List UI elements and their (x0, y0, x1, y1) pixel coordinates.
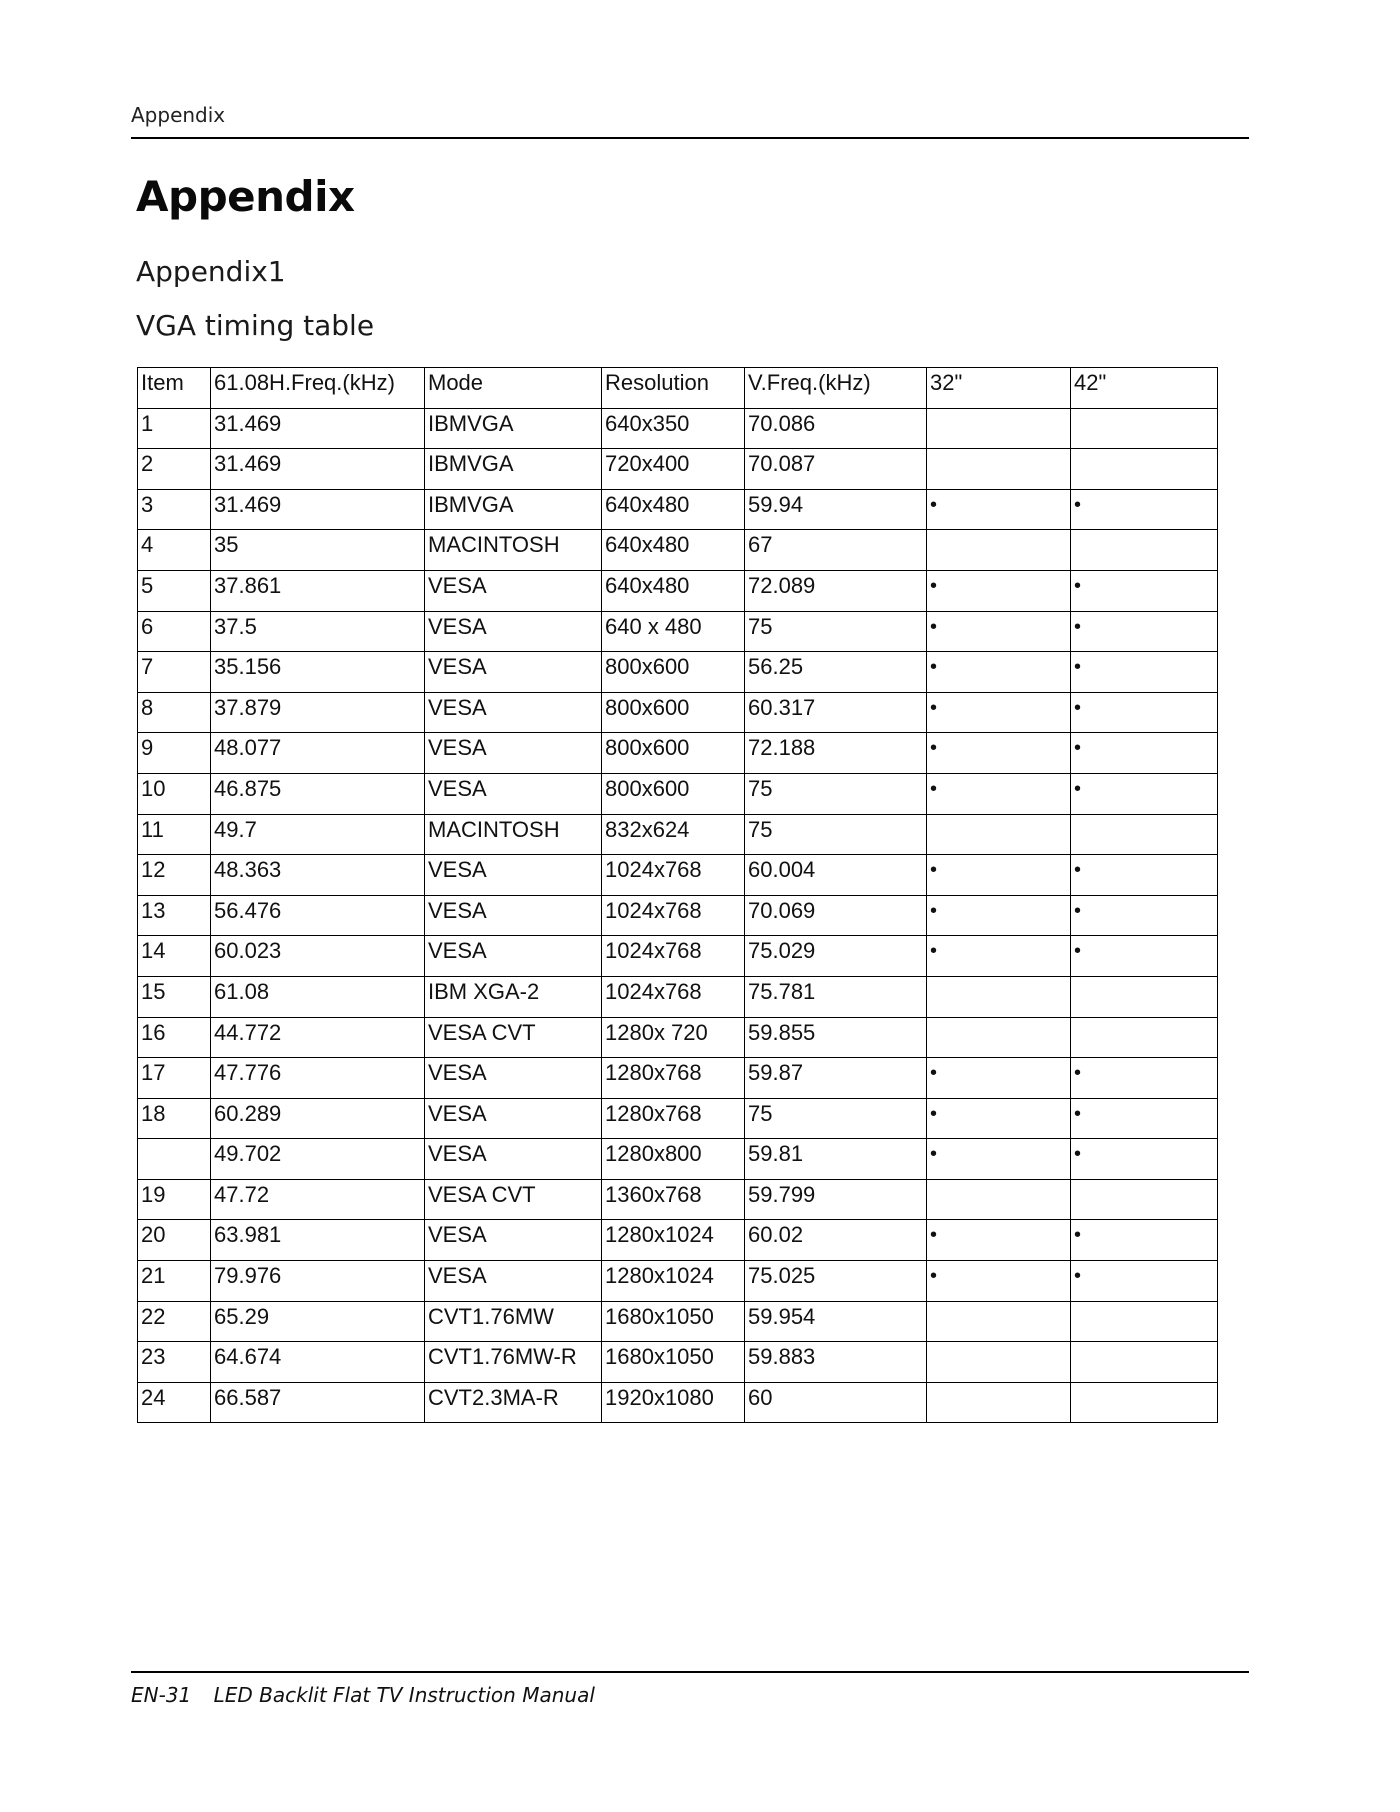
cell-v-freq: 75.029 (745, 936, 927, 977)
cell-resolution: 800x600 (602, 773, 745, 814)
cell-size-42: • (1071, 895, 1218, 936)
cell-size-42 (1071, 1179, 1218, 1220)
cell-v-freq: 70.069 (745, 895, 927, 936)
cell-item: 19 (138, 1179, 211, 1220)
cell-size-32 (927, 1179, 1071, 1220)
table-title: VGA timing table (136, 309, 375, 342)
cell-resolution: 800x600 (602, 652, 745, 693)
cell-item: 9 (138, 733, 211, 774)
cell-size-42 (1071, 1017, 1218, 1058)
column-header-size-42: 42" (1071, 368, 1218, 409)
footer-rule (131, 1671, 1249, 1673)
cell-size-32: • (927, 1058, 1071, 1099)
cell-resolution: 1024x768 (602, 976, 745, 1017)
cell-v-freq: 60.317 (745, 692, 927, 733)
cell-size-42 (1071, 408, 1218, 449)
column-header-item: Item (138, 368, 211, 409)
cell-item: 5 (138, 570, 211, 611)
cell-h-freq: 35 (211, 530, 425, 571)
cell-mode: VESA (425, 1139, 602, 1180)
cell-size-32: • (927, 1098, 1071, 1139)
cell-size-32: • (927, 692, 1071, 733)
cell-v-freq: 67 (745, 530, 927, 571)
cell-item: 22 (138, 1301, 211, 1342)
table-row (138, 530, 1218, 571)
cell-h-freq: 31.469 (211, 408, 425, 449)
table-row (138, 1098, 1218, 1139)
cell-item: 10 (138, 773, 211, 814)
cell-h-freq: 47.72 (211, 1179, 425, 1220)
cell-h-freq: 48.363 (211, 855, 425, 896)
table-row (138, 1139, 1218, 1180)
cell-v-freq: 60 (745, 1382, 927, 1423)
cell-resolution: 1024x768 (602, 936, 745, 977)
cell-resolution: 1280x768 (602, 1058, 745, 1099)
cell-mode: VESA (425, 1098, 602, 1139)
cell-item: 3 (138, 489, 211, 530)
cell-mode: VESA (425, 855, 602, 896)
cell-v-freq: 70.086 (745, 408, 927, 449)
cell-h-freq: 60.289 (211, 1098, 425, 1139)
cell-resolution: 1920x1080 (602, 1382, 745, 1423)
cell-h-freq: 49.7 (211, 814, 425, 855)
table-row (138, 814, 1218, 855)
table-row (138, 1179, 1218, 1220)
cell-resolution: 1280x768 (602, 1098, 745, 1139)
cell-resolution: 1280x1024 (602, 1261, 745, 1302)
cell-mode: VESA (425, 1058, 602, 1099)
cell-v-freq: 72.188 (745, 733, 927, 774)
table-row (138, 976, 1218, 1017)
cell-mode: VESA (425, 936, 602, 977)
cell-size-42: • (1071, 652, 1218, 693)
cell-resolution: 800x600 (602, 692, 745, 733)
cell-mode: CVT1.76MW (425, 1301, 602, 1342)
cell-mode: IBMVGA (425, 449, 602, 490)
cell-size-42: • (1071, 570, 1218, 611)
table-header-row (138, 368, 1218, 409)
cell-mode: MACINTOSH (425, 814, 602, 855)
cell-resolution: 640x480 (602, 530, 745, 571)
table-row (138, 611, 1218, 652)
cell-v-freq: 75 (745, 814, 927, 855)
table-row (138, 1342, 1218, 1383)
cell-v-freq: 75 (745, 1098, 927, 1139)
cell-size-42 (1071, 814, 1218, 855)
cell-resolution: 1280x800 (602, 1139, 745, 1180)
cell-resolution: 832x624 (602, 814, 745, 855)
cell-h-freq: 44.772 (211, 1017, 425, 1058)
cell-item: 7 (138, 652, 211, 693)
cell-size-32 (927, 408, 1071, 449)
cell-resolution: 640x480 (602, 489, 745, 530)
cell-size-32 (927, 449, 1071, 490)
cell-size-32: • (927, 895, 1071, 936)
cell-size-32 (927, 530, 1071, 571)
cell-mode: VESA CVT (425, 1179, 602, 1220)
page-footer (131, 1683, 595, 1707)
cell-size-32 (927, 1382, 1071, 1423)
column-header-mode: Mode (425, 368, 602, 409)
cell-size-32: • (927, 611, 1071, 652)
cell-v-freq: 72.089 (745, 570, 927, 611)
cell-mode: VESA (425, 773, 602, 814)
cell-item: 4 (138, 530, 211, 571)
cell-mode: CVT2.3MA-R (425, 1382, 602, 1423)
cell-h-freq: 37.5 (211, 611, 425, 652)
cell-item: 11 (138, 814, 211, 855)
cell-size-32: • (927, 1261, 1071, 1302)
cell-mode: VESA (425, 692, 602, 733)
cell-size-32: • (927, 1220, 1071, 1261)
cell-mode: IBMVGA (425, 408, 602, 449)
table-row (138, 733, 1218, 774)
cell-mode: CVT1.76MW-R (425, 1342, 602, 1383)
cell-v-freq: 59.954 (745, 1301, 927, 1342)
cell-size-32: • (927, 489, 1071, 530)
cell-size-42 (1071, 976, 1218, 1017)
cell-h-freq: 60.023 (211, 936, 425, 977)
cell-item: 12 (138, 855, 211, 896)
cell-h-freq: 47.776 (211, 1058, 425, 1099)
cell-size-32 (927, 1342, 1071, 1383)
cell-v-freq: 59.883 (745, 1342, 927, 1383)
cell-v-freq: 75 (745, 773, 927, 814)
cell-h-freq: 37.879 (211, 692, 425, 733)
column-header-v-freq: V.Freq.(kHz) (745, 368, 927, 409)
cell-size-32: • (927, 773, 1071, 814)
cell-h-freq: 66.587 (211, 1382, 425, 1423)
cell-v-freq: 60.004 (745, 855, 927, 896)
cell-resolution: 1280x1024 (602, 1220, 745, 1261)
table-body (138, 408, 1218, 1423)
cell-item: 2 (138, 449, 211, 490)
table-row (138, 855, 1218, 896)
cell-item: 1 (138, 408, 211, 449)
column-header-h-freq: 61.08H.Freq.(kHz) (211, 368, 425, 409)
cell-size-32 (927, 1301, 1071, 1342)
cell-h-freq: 49.702 (211, 1139, 425, 1180)
cell-h-freq: 46.875 (211, 773, 425, 814)
cell-mode: IBM XGA-2 (425, 976, 602, 1017)
cell-resolution: 1024x768 (602, 895, 745, 936)
cell-mode: VESA (425, 1220, 602, 1261)
cell-h-freq: 61.08 (211, 976, 425, 1017)
cell-size-42: • (1071, 1261, 1218, 1302)
cell-h-freq: 48.077 (211, 733, 425, 774)
table-row (138, 936, 1218, 977)
cell-h-freq: 31.469 (211, 489, 425, 530)
cell-size-42 (1071, 1301, 1218, 1342)
table-row (138, 692, 1218, 733)
cell-size-42: • (1071, 1098, 1218, 1139)
cell-resolution: 800x600 (602, 733, 745, 774)
cell-resolution: 1680x1050 (602, 1301, 745, 1342)
vga-timing-table (137, 367, 1218, 1423)
cell-size-42: • (1071, 1058, 1218, 1099)
cell-item: 18 (138, 1098, 211, 1139)
cell-size-32: • (927, 1139, 1071, 1180)
cell-size-32: • (927, 855, 1071, 896)
table-row (138, 1220, 1218, 1261)
table-row (138, 449, 1218, 490)
cell-size-32: • (927, 936, 1071, 977)
cell-size-32: • (927, 652, 1071, 693)
table-row (138, 1058, 1218, 1099)
cell-size-32 (927, 814, 1071, 855)
cell-v-freq: 75.025 (745, 1261, 927, 1302)
cell-size-32 (927, 1017, 1071, 1058)
cell-mode: VESA (425, 611, 602, 652)
cell-mode: VESA CVT (425, 1017, 602, 1058)
cell-resolution: 640 x 480 (602, 611, 745, 652)
cell-item: 20 (138, 1220, 211, 1261)
cell-resolution: 1360x768 (602, 1179, 745, 1220)
page-number: EN-31 (131, 1683, 192, 1707)
cell-mode: VESA (425, 652, 602, 693)
cell-size-42: • (1071, 733, 1218, 774)
cell-size-42: • (1071, 489, 1218, 530)
cell-item: 21 (138, 1261, 211, 1302)
cell-size-42 (1071, 1382, 1218, 1423)
cell-resolution: 640x350 (602, 408, 745, 449)
cell-v-freq: 59.81 (745, 1139, 927, 1180)
cell-h-freq: 56.476 (211, 895, 425, 936)
cell-item: 24 (138, 1382, 211, 1423)
cell-item: 6 (138, 611, 211, 652)
cell-resolution: 1024x768 (602, 855, 745, 896)
cell-item: 8 (138, 692, 211, 733)
cell-item: 15 (138, 976, 211, 1017)
cell-size-42 (1071, 1342, 1218, 1383)
cell-h-freq: 37.861 (211, 570, 425, 611)
cell-size-42: • (1071, 773, 1218, 814)
cell-size-42: • (1071, 855, 1218, 896)
cell-resolution: 640x480 (602, 570, 745, 611)
cell-item: 14 (138, 936, 211, 977)
cell-item: 13 (138, 895, 211, 936)
cell-v-freq: 59.799 (745, 1179, 927, 1220)
cell-item: 17 (138, 1058, 211, 1099)
table-row (138, 895, 1218, 936)
cell-resolution: 1280x 720 (602, 1017, 745, 1058)
cell-v-freq: 75 (745, 611, 927, 652)
cell-mode: VESA (425, 733, 602, 774)
cell-mode: VESA (425, 895, 602, 936)
table-row (138, 489, 1218, 530)
table-row (138, 652, 1218, 693)
table-row (138, 773, 1218, 814)
cell-size-42: • (1071, 1220, 1218, 1261)
cell-h-freq: 63.981 (211, 1220, 425, 1261)
table-row (138, 1382, 1218, 1423)
column-header-resolution: Resolution (602, 368, 745, 409)
header-rule (131, 137, 1249, 139)
cell-v-freq: 56.25 (745, 652, 927, 693)
cell-size-42: • (1071, 692, 1218, 733)
column-header-size-32: 32" (927, 368, 1071, 409)
cell-size-32: • (927, 733, 1071, 774)
cell-size-42: • (1071, 936, 1218, 977)
cell-h-freq: 35.156 (211, 652, 425, 693)
cell-item: 16 (138, 1017, 211, 1058)
table-row (138, 1261, 1218, 1302)
cell-size-42 (1071, 530, 1218, 571)
cell-v-freq: 59.87 (745, 1058, 927, 1099)
cell-size-32: • (927, 570, 1071, 611)
cell-mode: IBMVGA (425, 489, 602, 530)
cell-mode: VESA (425, 1261, 602, 1302)
cell-item (138, 1139, 211, 1180)
cell-h-freq: 64.674 (211, 1342, 425, 1383)
cell-v-freq: 75.781 (745, 976, 927, 1017)
cell-item: 23 (138, 1342, 211, 1383)
manual-title: LED Backlit Flat TV Instruction Manual (213, 1683, 595, 1707)
cell-size-42: • (1071, 611, 1218, 652)
cell-h-freq: 31.469 (211, 449, 425, 490)
cell-size-42 (1071, 449, 1218, 490)
cell-mode: VESA (425, 570, 602, 611)
cell-h-freq: 79.976 (211, 1261, 425, 1302)
table-row (138, 570, 1218, 611)
table-row (138, 1301, 1218, 1342)
cell-mode: MACINTOSH (425, 530, 602, 571)
page-title: Appendix (136, 172, 355, 221)
cell-size-42: • (1071, 1139, 1218, 1180)
section-title: Appendix1 (136, 255, 286, 288)
cell-resolution: 1680x1050 (602, 1342, 745, 1383)
cell-resolution: 720x400 (602, 449, 745, 490)
cell-v-freq: 59.855 (745, 1017, 927, 1058)
running-header: Appendix (131, 103, 226, 127)
table-row (138, 408, 1218, 449)
cell-v-freq: 60.02 (745, 1220, 927, 1261)
table-row (138, 1017, 1218, 1058)
cell-v-freq: 59.94 (745, 489, 927, 530)
cell-h-freq: 65.29 (211, 1301, 425, 1342)
cell-v-freq: 70.087 (745, 449, 927, 490)
cell-size-32 (927, 976, 1071, 1017)
